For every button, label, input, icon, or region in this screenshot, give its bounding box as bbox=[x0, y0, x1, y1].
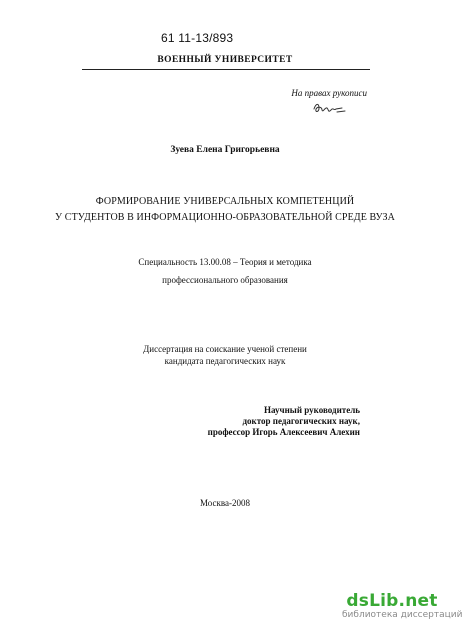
catalog-number: 61 11-13/893 bbox=[161, 31, 234, 45]
advisor-line: профессор Игорь Алексеевич Алехин bbox=[207, 427, 360, 437]
city-year: Москва-2008 bbox=[200, 498, 250, 508]
specialty-line: Специальность 13.00.08 – Теория и методика bbox=[138, 257, 312, 267]
specialty-line: профессионального образования bbox=[162, 275, 288, 285]
watermark-brand: dsLib.net bbox=[346, 591, 438, 611]
dissertation-title-line: ФОРМИРОВАНИЕ УНИВЕРСАЛЬНЫХ КОМПЕТЕНЦИЙ bbox=[95, 196, 355, 207]
advisor-line: Научный руководитель bbox=[264, 405, 360, 415]
degree-line: кандидата педагогических наук bbox=[164, 356, 286, 366]
watermark-subtitle: библиотека диссертаций bbox=[342, 610, 462, 620]
dissertation-title-line: У СТУДЕНТОВ В ИНФОРМАЦИОННО-ОБРАЗОВАТЕЛЬНОЙ СРЕДЕ ВУЗА bbox=[55, 212, 395, 223]
degree-line: Диссертация на соискание ученой степени bbox=[143, 344, 307, 354]
manuscript-rights-note: На правах рукописи bbox=[291, 88, 367, 98]
header-divider bbox=[82, 69, 370, 70]
dslib-watermark bbox=[342, 591, 462, 621]
author-name: Зуева Елена Григорьевна bbox=[170, 145, 280, 155]
institution-name: ВОЕННЫЙ УНИВЕРСИТЕТ bbox=[157, 55, 293, 65]
handwritten-signature bbox=[312, 99, 348, 117]
advisor-line: доктор педагогических наук, bbox=[242, 416, 360, 426]
